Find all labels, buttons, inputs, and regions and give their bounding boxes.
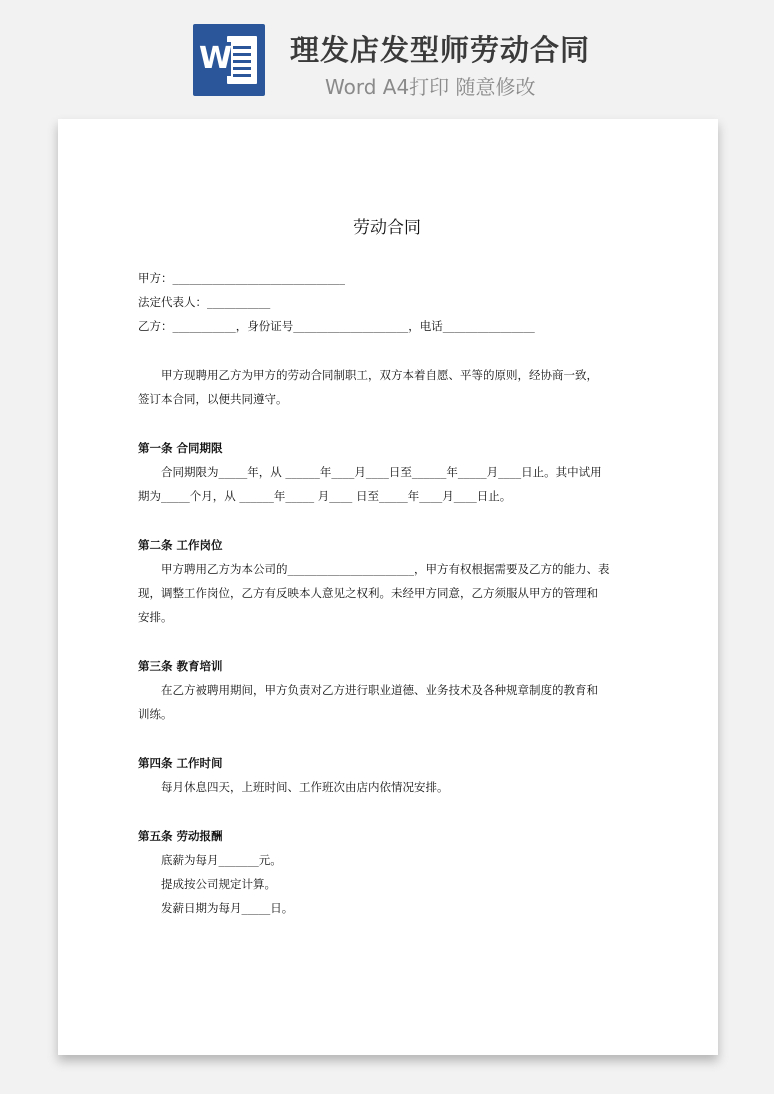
article-2-line: 安排。 bbox=[138, 610, 173, 624]
article-2-title: 第二条 工作岗位 bbox=[138, 538, 223, 552]
header-title: 理发店发型师劳动合同 bbox=[290, 33, 591, 67]
article-2-line: 现，调整工作岗位，乙方有反映本人意见之权利。未经甲方同意，乙方须服从甲方的管理和 bbox=[138, 586, 598, 600]
party-a-line: 甲方：______________________________ bbox=[138, 271, 345, 285]
word-letter: W bbox=[199, 41, 233, 76]
header bbox=[0, 0, 774, 110]
article-5-line: 发薪日期为每月_____日。 bbox=[161, 901, 294, 915]
article-3-line: 在乙方被聘用期间，甲方负责对乙方进行职业道德、业务技术及各种规章制度的教育和 bbox=[161, 683, 598, 697]
header-subtitle: Word A4打印 随意修改 bbox=[325, 75, 536, 99]
legal-rep-line: 法定代表人：___________ bbox=[138, 295, 271, 309]
article-1-title: 第一条 合同期限 bbox=[138, 441, 223, 455]
intro-line: 甲方现聘用乙方为甲方的劳动合同制职工，双方本着自愿、平等的原则，经协商一致， bbox=[161, 368, 598, 382]
article-1-line: 期为_____个月，从 ______年_____ 月____ 日至_____年____月____日止。 bbox=[138, 489, 512, 503]
intro-line: 签订本合同，以便共同遵守。 bbox=[138, 392, 288, 406]
party-b-line: 乙方：___________，身份证号____________________，电话________________ bbox=[138, 319, 535, 333]
article-3-title: 第三条 教育培训 bbox=[138, 659, 223, 673]
article-4-title: 第四条 工作时间 bbox=[138, 756, 223, 770]
article-5-title: 第五条 劳动报酬 bbox=[138, 829, 223, 843]
article-4-line: 每月休息四天，上班时间、工作班次由店内依情况安排。 bbox=[161, 780, 449, 794]
article-2-line: 甲方聘用乙方为本公司的______________________，甲方有权根据需要及乙方的能力、表 bbox=[161, 562, 610, 576]
word-icon bbox=[193, 24, 265, 96]
document-page bbox=[58, 119, 718, 1055]
article-5-line: 提成按公司规定计算。 bbox=[161, 877, 276, 891]
watermark bbox=[91, 435, 127, 473]
document-title: 劳动合同 bbox=[353, 218, 421, 238]
article-1-line: 合同期限为_____年，从 ______年____月____日至______年_____月____日止。其中试用 bbox=[161, 465, 602, 479]
article-3-line: 训练。 bbox=[138, 707, 173, 721]
article-5-line: 底薪为每月_______元。 bbox=[161, 853, 282, 867]
